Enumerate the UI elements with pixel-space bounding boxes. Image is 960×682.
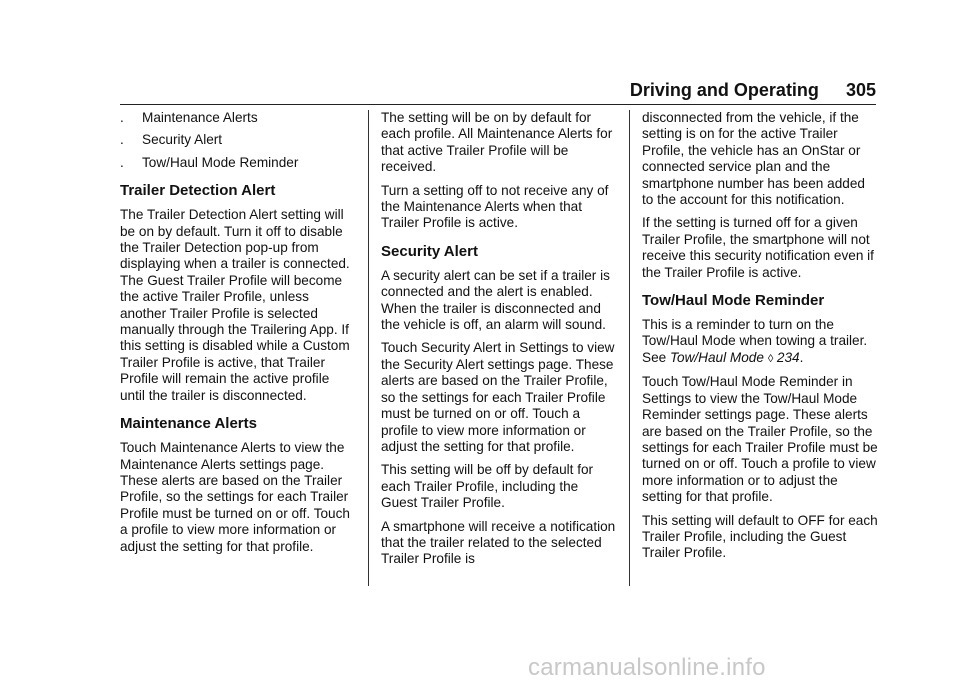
paragraph: disconnected from the vehicle, if the setting is on for the active Trailer Profile, the vehicle has an OnStar or connected service plan and the smartphone number has been added to the account for this notification. [642,110,865,208]
bullet-mark: . [120,132,124,148]
page-number: 305 [845,80,876,100]
paragraph [642,317,878,367]
bullet-text: Tow/Haul Mode Reminder [142,154,299,170]
paragraph: A security alert can be set if a trailer is connected and the alert is enabled. When the trailer is disconnected and the vehicle is off, an alarm will sound. [381,267,610,333]
list-item [120,110,356,126]
page-ref-icon: ◊ [767,352,774,365]
header-rule [120,104,876,105]
paragraph: Turn a setting off to not receive any of the Maintenance Alerts when that Trailer Profile is active. [381,182,609,231]
column-1 [120,110,356,562]
paragraph: The setting will be on by default for each profile. All Maintenance Alerts for that active Trailer Profile will be received. [381,110,613,175]
heading-tow-haul-reminder: Tow/Haul Mode Reminder [642,292,825,310]
reference-title: Tow/Haul Mode [669,349,764,365]
paragraph: This setting will be off by default for each Trailer Profile, including the Guest Trailer Profile. [381,462,594,511]
heading-security-alert: Security Alert [381,242,478,260]
page-header [560,80,876,101]
paragraph: Touch Maintenance Alerts to view the Maintenance Alerts settings page. These alerts are based on the Trailer Profile, so the settings for each Trailer Profile must be turned on or off. Touch a profile to view more information or adjust the setting for that profile. [120,440,350,554]
column-divider [368,110,369,586]
reference-page: 234 [776,349,800,365]
section-title: Driving and Operating [629,80,819,100]
column-3 [642,110,878,569]
heading-maintenance-alerts: Maintenance Alerts [120,415,257,433]
bullet-mark: . [120,154,124,170]
column-divider [629,110,630,586]
cross-reference-link[interactable] [670,350,800,365]
paragraph: Touch Tow/Haul Mode Reminder in Settings to view the Tow/Haul Mode Reminder settings page. These alerts are based on the Trailer Profile, so the settings for each Trailer Profile must be turned on or off. Touch a profile to view more information or to adjust the setting for that profile. [642,374,878,505]
paragraph: If the setting is turned off for a given Trailer Profile, the smartphone will not receive this security notification even if the Trailer Profile is active. [642,215,874,280]
paragraph: The Trailer Detection Alert setting will be on by default. Turn it off to disable the Trailer Detection pop-up from displaying when a trailer is connected. The Guest Trailer Profile will become the active Trailer Profile, unless another Trailer Profile is selected manually through the Trailering App. If this setting is disabled while a Custom Trailer Profile is active, that Trailer Profile will remain the active profile until the trailer is disconnected. [120,207,350,403]
sentence-end: . [799,349,804,365]
bullet-text: Maintenance Alerts [142,110,258,125]
bullet-text: Security Alert [142,132,223,148]
list-item [120,132,356,148]
heading-trailer-detection: Trailer Detection Alert [120,182,276,200]
paragraph: This setting will default to OFF for each Trailer Profile, including the Guest Trailer Profile. [642,512,878,561]
paragraph: A smartphone will receive a notification that the trailer related to the selected Trailer Profile is [381,518,616,567]
paragraph-text: This is a reminder to turn on the Tow/Haul Mode when towing a trailer. See [642,317,868,365]
paragraph: Touch Security Alert in Settings to view the Security Alert settings page. These alerts are based on the Trailer Profile, so the settings for each Trailer Profile must be turned on or off. Touch a profile to view more information or adjust the setting for that profile. [381,340,615,454]
bullet-mark: . [120,110,124,125]
watermark: carmanualsonline.info [528,654,766,681]
column-2 [381,110,617,575]
list-item [120,155,356,171]
